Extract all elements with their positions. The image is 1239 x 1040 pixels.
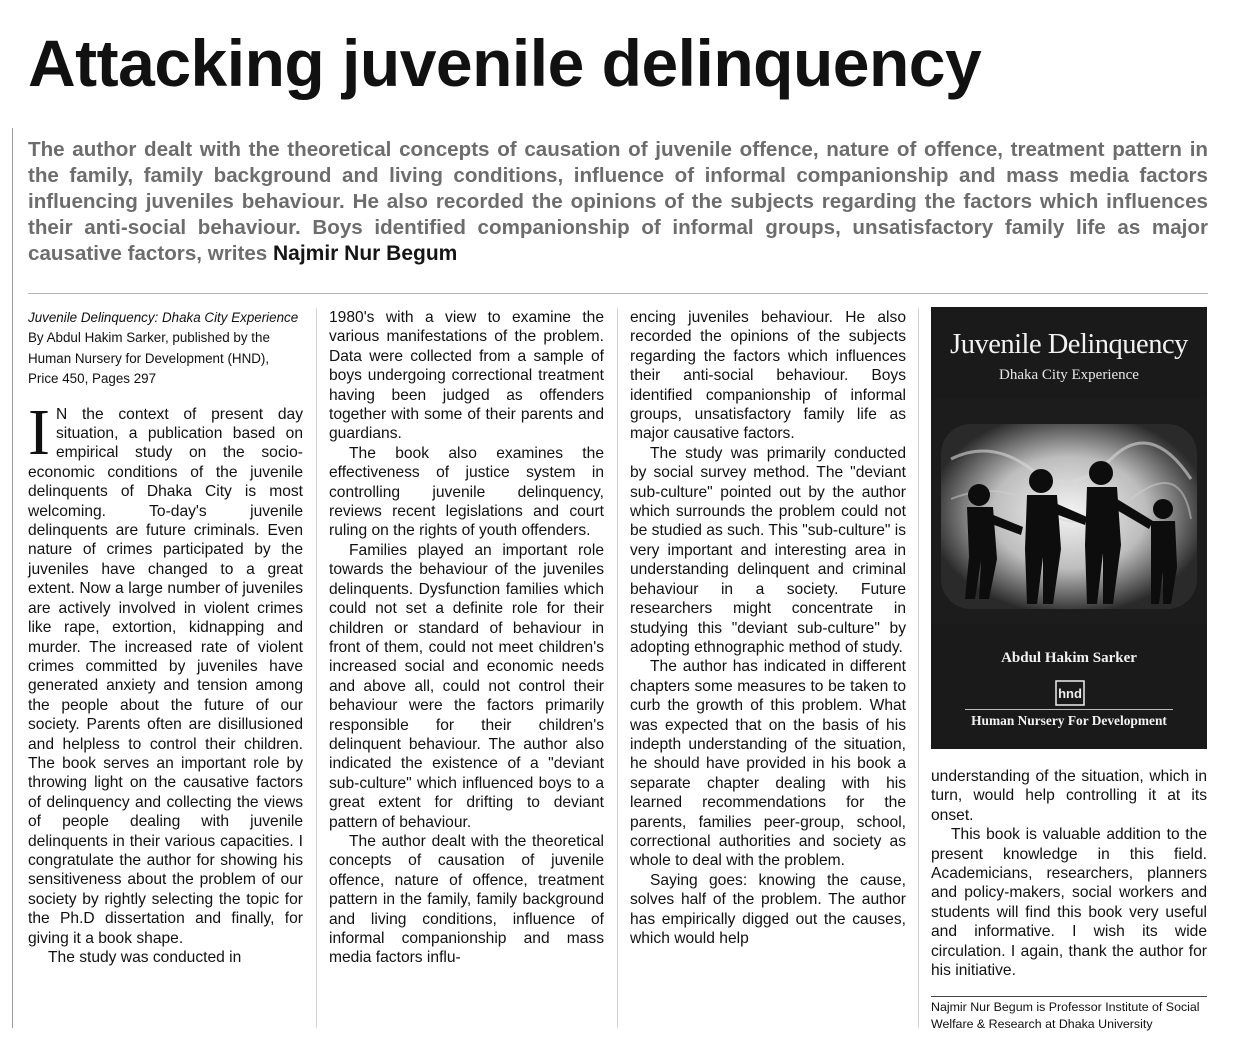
bio-rule [931,996,1207,997]
logo-text: hnd [1058,686,1082,701]
paragraph: Saying goes: knowing the cause, solves half of the problem. The author has empirically digged out the causes, which would help [630,871,906,947]
cover-author: Abdul Hakim Sarker [1001,650,1137,666]
drop-cap: I [28,395,50,469]
article-deck [28,137,1208,267]
book-details: By Abdul Hakim Sarker, published by the Human Nursery for Development (HND), Price 450, Pages 297 [28,330,270,387]
paragraph: The book also examines the effectiveness of justice system in controlling juvenile delinquency, reviews recent legislations and court ruling on the rights of youth offenders. [329,444,604,540]
column-rule [918,308,919,1028]
column-2 [329,308,604,968]
column-3 [630,308,906,948]
book-cover-image [931,307,1207,749]
cover-publisher: Human Nursery For Development [971,713,1167,728]
column-1 [28,308,303,967]
book-info [28,308,303,390]
byline: Najmir Nur Begum [272,242,458,265]
book-title: Juvenile Delinquency: Dhaka City Experience [28,310,299,325]
cover-title: Juvenile Delinquency [950,329,1188,360]
paragraph: understanding of the situation, which in turn, would help controlling it at its onset. [931,768,1207,824]
headline: Attacking juvenile delinquency [28,26,982,100]
silhouette-illustration [931,399,1207,624]
paragraph: Families played an important role towards the behaviour of the juveniles delinquents. Dysfunction families which could not set a definite role for their children or standard of behaviour in front of them, could not meet children's increased social and economic needs and above all, could not control their behaviour were the factors primarily responsible for their children's delinquent behaviour. The author also indicated the existence of a "deviant sub-culture" which influenced boys to a great extent for drifting to deviant pattern of behaviour. [329,541,604,831]
paragraph: N the context of present day situation, a publication based on empirical study on the socio-economic conditions of the juvenile delinquents of Dhaka City is most welcoming. To-day's juvenile delinquents are future criminals. Even nature of crimes participated by the juveniles have changed to a great extent. Now a large number of juveniles are actively involved in violent crimes like rape, extortion, kidnapping and murder. The increased rate of violent crimes committed by juveniles have generated anxiety and tension among the people about the future of our society. Parents often are disillusioned and helpless to control their children. The book serves an important role by throwing light on the causative factors of delinquency and collecting the views of people dealing with juvenile delinquents in their various capacities. I congratulate the author for showing his sensitiveness about the problem of our society by rightly selecting the topic for the Ph.D dissertation and finally, for giving it a book shape. [28,405,303,947]
publisher-logo-icon [1055,680,1085,706]
paragraph: The study was conducted in [48,949,242,966]
paragraph: The study was primarily conducted by social survey method. The "deviant sub-culture" pointed out by the author which surrounds the problem could not be studied as such. This "sub-culture" is very important and interesting area in understanding delinquent and criminal behaviour in a society. Future researchers might concentrate in studying this "deviant sub-culture" by adopting ethnographic method of study. [630,444,907,656]
paragraph: encing juveniles behaviour. He also recorded the opinions of the subjects regarding the factors which influences their anti-social behaviour. Boys identified companionship of informal groups, unsatisfactory family life as major causative factors. [630,309,906,443]
deck-divider [28,293,1208,294]
margin-rule [12,128,13,1028]
paragraph: This book is valuable addition to the present knowledge in this field. Academicians, researchers, planners and policy-makers, social workers and students will find this book very useful and informative. I wish its wide circulation. I again, thank the author for his initiative. [931,826,1207,980]
column-rule [316,308,317,1028]
author-bio: Najmir Nur Begum is Professor Institute of Social Welfare & Research at Dhaka University [931,1000,1200,1031]
column-rule [617,308,618,1028]
cover-rule [965,709,1173,710]
paragraph: The author has indicated in different chapters some measures to be taken to curb the growth of this problem. What was expected that on the basis of his indepth understanding of the situation, he should have provided in his book a separate chapter dealing with his learned recommendations for the parents, families peer-group, school, correctional authorities and society as whole to deal with the problem. [630,658,906,870]
paragraph: The author dealt with the theoretical concepts of causation of juvenile offence, nature of offence, treatment pattern in the family, family background and living conditions, influence of informal companionship and mass media factors influ- [329,832,604,967]
column-4 [931,767,1207,980]
paragraph: 1980's with a view to examine the various manifestations of the problem. Data were collected from a sample of boys undergoing correctional treatment having been judged as offenders together with some of their parents and guardians. [329,309,604,443]
deck-text: The author dealt with the theoretical concepts of causation of juvenile offence, nature of offence, treatment pattern in the family, family background and living conditions, influence of informal companionship and mass media factors influencing juveniles behaviour. He also recorded the opinions of the subjects regarding the factors which influences their anti-social behaviour. Boys identified companionship of informal groups, unsatisfactory family life as major causative factors, writes [28,138,1208,265]
cover-subtitle: Dhaka City Experience [999,367,1139,383]
